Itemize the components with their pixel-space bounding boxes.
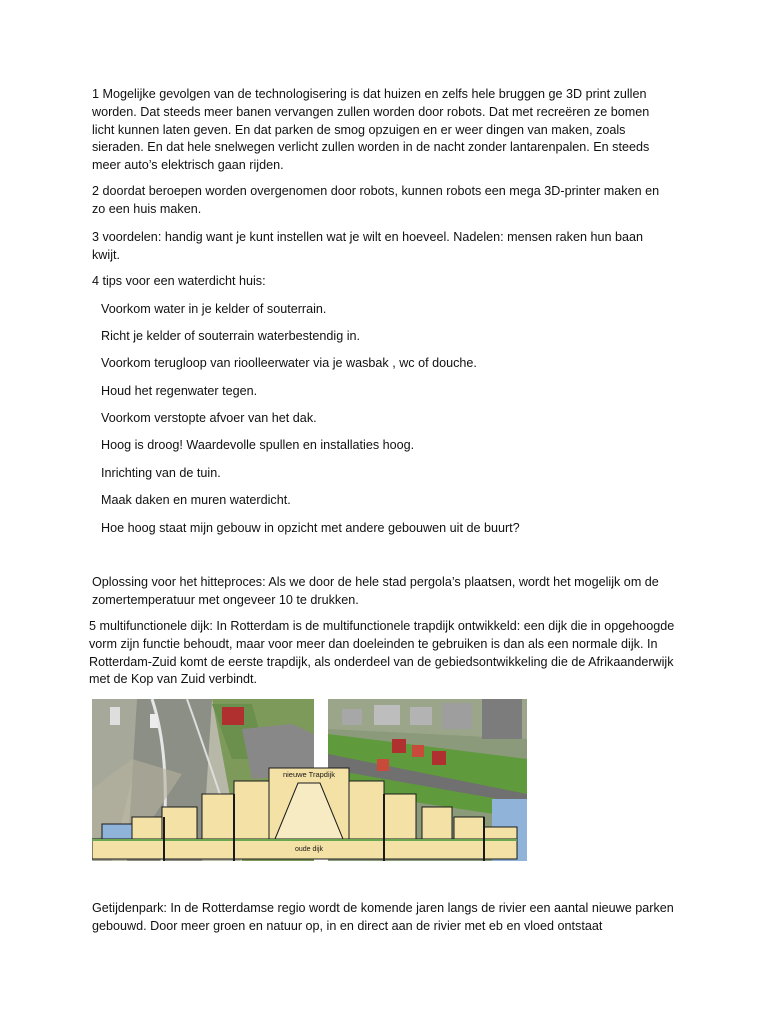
- paragraph-tips-heading: 4 tips voor een waterdicht huis:: [92, 274, 266, 288]
- paragraph-robots-3d-printer: 2 doordat beroepen worden overgenomen door robots, kunnen robots een mega 3D-printer maken en zo een huis maken.: [92, 184, 660, 216]
- paragraph-hitteproces: Oplossing voor het hitteproces: Als we door de hele stad pergola’s plaatsen, wordt het mogelijk om de zomertemperatuur met ongeveer 10 te drukken.: [92, 575, 659, 607]
- tip-item: Hoog is droog! Waardevolle spullen en installaties hoog.: [101, 438, 415, 452]
- tip-item: Voorkom terugloop van rioolleerwater via je wasbak , wc of douche.: [101, 356, 477, 370]
- tip-item: Voorkom verstopte afvoer van het dak.: [101, 411, 317, 425]
- trapdijk-illustration: [92, 699, 527, 861]
- paragraph-getijdenpark: Getijdenpark: In de Rotterdamse regio wordt de komende jaren langs de rivier een aantal nieuwe parken gebouwd. Door meer groen en natuur op, in en direct aan de rivier met eb en vloed ontstaat: [92, 901, 674, 933]
- tip-item: Voorkom water in je kelder of souterrain.: [101, 302, 327, 316]
- tip-item: Inrichting van de tuin.: [101, 466, 221, 480]
- tip-item: Maak daken en muren waterdicht.: [101, 493, 291, 507]
- label-new-dike: nieuwe Trapdijk: [282, 770, 336, 779]
- paragraph-multifunctionele-dijk: 5 multifunctionele dijk: In Rotterdam is de multifunctionele trapdijk ontwikkeld: een dijk die in opgehoogde vorm zijn functie behoudt, maar voor meer dan doeleinden te gebruiken is dan als een normale dijk. In Rotterdam-Zuid komt de eerste trapdijk, als onderdeel van de gebiedsontwikkeling die de Afrikaanderwijk met de Kop van Zuid verbindt.: [89, 619, 675, 687]
- tip-item: Hoe hoog staat mijn gebouw in opzicht met andere gebouwen uit de buurt?: [101, 521, 520, 535]
- tip-item: Richt je kelder of souterrain waterbestendig in.: [101, 329, 361, 343]
- paragraph-technologisering: 1 Mogelijke gevolgen van de technologisering is dat huizen en zelfs hele bruggen ge 3D print zullen worden. Dat steeds meer banen vervangen zullen worden door robots. Dat met recreëren ze bomen licht kunnen laten geven. En dat parken de smog opzuigen en er weer dingen van maken, zoals sieraden. En dat hele snelwegen verlicht zullen worden in de nacht zonder lantarenpalen. En steeds meer auto’s elektrisch gaan rijden.: [92, 87, 650, 173]
- tip-item: Houd het regenwater tegen.: [101, 384, 258, 398]
- paragraph-voordelen-nadelen: 3 voordelen: handig want je kunt instellen wat je wilt en hoeveel. Nadelen: mensen raken hun baan kwijt.: [92, 230, 643, 262]
- label-old-dike: oude dijk: [294, 846, 324, 853]
